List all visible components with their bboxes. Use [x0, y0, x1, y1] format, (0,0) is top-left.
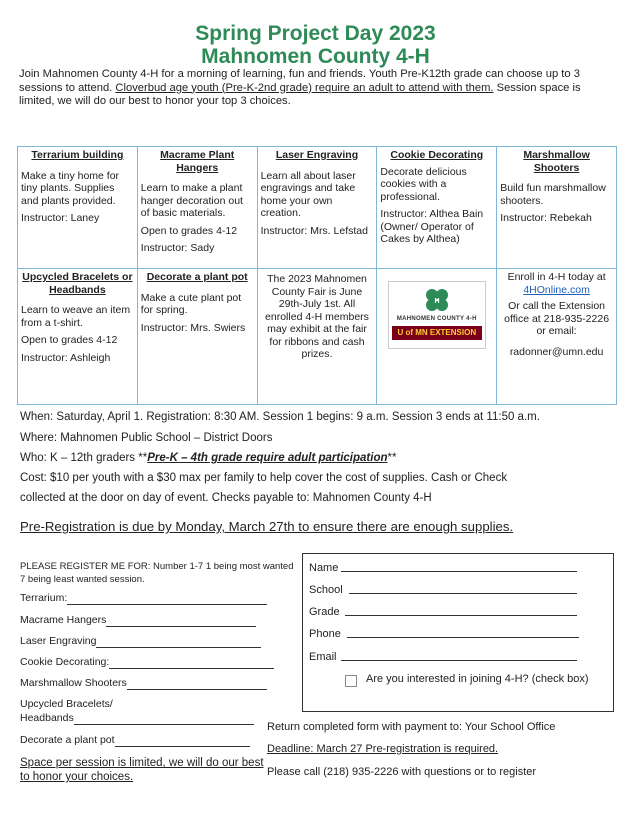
phone-input[interactable]	[347, 626, 579, 638]
rank-field[interactable]	[96, 636, 261, 648]
grade-input[interactable]	[345, 604, 577, 616]
intro-text-2: Session space is limited, we will do our best to honor your top 3 choices.	[19, 81, 581, 107]
who-prefix: Who: K – 12th graders **	[20, 452, 148, 464]
rank-field[interactable]	[106, 615, 256, 627]
call-note: Please call (218) 935-2226 with questions or to register	[267, 766, 537, 778]
fair-note-cell	[257, 269, 377, 405]
school-input[interactable]	[349, 582, 577, 594]
session-title: Macrame Plant Hangers	[160, 149, 235, 174]
sessions-table	[17, 146, 617, 405]
session-instructor: Instructor: Althea Bain (Owner/ Operator of Cakes by Althea)	[380, 208, 484, 245]
phone-field	[309, 628, 341, 640]
choice-label: Macrame Hangers	[20, 614, 107, 626]
choice-label: Laser Engraving	[20, 635, 97, 647]
choice-bracelets	[20, 712, 254, 725]
session-grades: Open to grades 4-12	[21, 334, 118, 346]
join-question: Are you interested in joining 4-H? (check box)	[366, 673, 589, 685]
session-desc: Build fun marshmallow shooters.	[500, 182, 606, 207]
session-desc: Learn to make a plant hanger decoration out of basic materials.	[140, 182, 243, 219]
rank-field[interactable]	[74, 713, 254, 725]
intro-cloverbud-note: Cloverbud age youth (Pre-K-2nd grade) require an adult to attend with them.	[115, 81, 494, 94]
page-title: Spring Project Day 2023	[195, 22, 436, 45]
session-desc: Make a tiny home for tiny plants. Supplies and plants provided.	[21, 169, 120, 207]
join-checkbox[interactable]	[345, 675, 357, 687]
school-field	[309, 584, 343, 596]
session-title: Upcycled Bracelets or Headbands	[22, 271, 133, 296]
name-field	[309, 562, 338, 574]
choice-marshmallow	[20, 677, 267, 690]
name-input[interactable]	[341, 560, 577, 572]
session-desc: Decorate delicious cookies with a professional.	[380, 165, 467, 203]
where-line: Where: Mahnomen Public School – District Doors	[20, 432, 273, 444]
session-instructor: Instructor: Rebekah	[500, 212, 592, 224]
choice-terrarium	[20, 592, 267, 605]
choice-label: Terrarium:	[20, 592, 68, 604]
choice-label: Marshmallow Shooters	[20, 677, 127, 689]
session-title: Decorate a plant pot	[146, 271, 248, 283]
session-title: Marshmallow Shooters	[523, 149, 590, 174]
cost-line-1: Cost: $10 per youth with a $30 max per family to help cover the cost of supplies. Cash or Check	[20, 472, 508, 484]
field-label: School	[309, 584, 343, 596]
session-laser	[257, 147, 377, 269]
preregistration-notice: Pre-Registration is due by Monday, March 27th to ensure there are enough supplies.	[20, 519, 514, 534]
session-title: Cookie Decorating	[390, 149, 484, 161]
mahnomen-4h-logo	[388, 281, 486, 349]
field-label: Name	[309, 562, 339, 574]
grade-field	[309, 606, 340, 618]
choice-label: Decorate a plant pot	[20, 734, 115, 746]
register-heading: PLEASE REGISTER ME FOR: Number 1-7 1 being most wanted 7 being least wanted session.	[20, 561, 294, 585]
choice-bracelets-label-1: Upcycled Bracelets/	[20, 698, 113, 710]
session-title: Terrarium building	[31, 149, 124, 161]
session-macrame	[137, 147, 257, 269]
enroll-text: Enroll in 4-H today at	[507, 271, 606, 283]
rank-field[interactable]	[67, 593, 267, 605]
session-plantpot	[137, 269, 257, 405]
when-line: When: Saturday, April 1. Registration: 8:30 AM. Session 1 begins: 9 a.m. Session 3 ends at 11:50 a.m.	[20, 411, 540, 423]
logo-name: MAHNOMEN COUNTY 4-H	[396, 316, 477, 322]
session-desc: Learn all about laser engravings and take home your own creation.	[260, 169, 356, 219]
session-desc: Make a cute plant pot for spring.	[140, 291, 242, 316]
extension-badge: U of MN EXTENSION	[392, 326, 482, 340]
choice-cookie	[20, 656, 274, 669]
return-instructions: Return completed form with payment to: Your School Office	[267, 721, 556, 733]
svg-text:H: H	[434, 298, 440, 305]
session-instructor: Instructor: Mrs. Swiers	[140, 321, 246, 334]
session-grades: Open to grades 4-12	[140, 224, 238, 237]
email-input[interactable]	[341, 649, 577, 661]
intro-text-1: Join Mahnomen County 4-H for a morning of learning, fun and friends. Youth Pre-K12th grade can choose up to 3 sessions to attend.	[19, 68, 580, 94]
session-title: Laser Engraving	[275, 149, 359, 161]
field-label: Email	[309, 651, 337, 663]
rank-field[interactable]	[109, 657, 274, 669]
choice-macrame	[20, 614, 256, 627]
who-suffix: **	[387, 452, 397, 464]
session-instructor: Instructor: Laney	[21, 212, 100, 224]
session-cookie	[377, 147, 497, 269]
session-bracelets	[18, 269, 138, 405]
choice-laser	[20, 635, 261, 648]
session-marshmallow	[497, 147, 617, 269]
cost-line-2: collected at the door on day of event. Checks payable to: Mahnomen County 4-H	[20, 492, 432, 504]
deadline-note: Deadline: March 27 Pre-registration is required.	[267, 743, 499, 755]
who-emphasis: Pre-K – 4th grade require adult participation	[147, 452, 388, 464]
session-terrarium	[18, 147, 138, 269]
field-label: Grade	[309, 606, 340, 618]
session-instructor: Instructor: Ashleigh	[21, 351, 111, 364]
who-line	[20, 452, 396, 464]
enroll-call: Or call the Extension office at 218-935-2226 or email:	[504, 300, 610, 337]
4honline-link[interactable]: 4HOnline.com	[523, 283, 590, 296]
logo-cell	[377, 269, 497, 405]
choice-label: Headbands	[20, 712, 74, 724]
field-label: Phone	[309, 628, 341, 640]
space-note: Space per session is limited, we will do our best to honor your choices.	[20, 757, 264, 783]
choice-plantpot	[20, 734, 250, 747]
email-field	[309, 651, 337, 663]
session-instructor: Instructor: Sady	[140, 242, 215, 254]
rank-field[interactable]	[115, 735, 250, 747]
session-desc: Learn to weave an item from a t-shirt.	[21, 304, 131, 329]
intro-paragraph	[19, 68, 619, 109]
choice-label: Cookie Decorating:	[20, 656, 110, 668]
enroll-email[interactable]: radonner@umn.edu	[509, 345, 604, 358]
page-subtitle: Mahnomen County 4-H	[201, 45, 430, 68]
rank-field[interactable]	[127, 678, 267, 690]
session-instructor: Instructor: Mrs. Lefstad	[260, 224, 368, 237]
enroll-cell	[497, 269, 617, 405]
fair-note: The 2023 Mahnomen County Fair is June 29th-July 1st. All enrolled 4-H members may exhibit at the fair for ribbons and cash prizes.	[265, 273, 369, 360]
